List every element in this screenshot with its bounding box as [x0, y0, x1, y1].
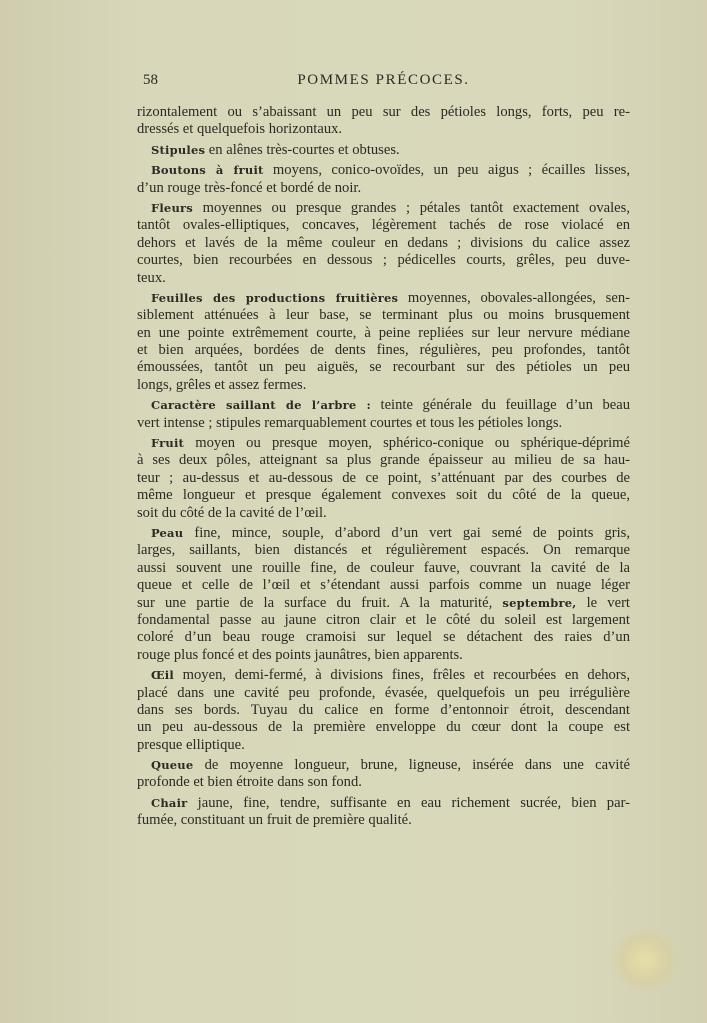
- text-line: [137, 377, 630, 394]
- text-line: [137, 397, 630, 414]
- paragraph-label: Boutons à fruit: [151, 163, 264, 178]
- text-line: [137, 142, 630, 159]
- text-line: [137, 217, 630, 234]
- line-text: de moyenne longueur, brune, ligneuse, insérée dans une cavité: [193, 757, 630, 774]
- line-text: tantôt ovales-elliptiques, concaves, légèrement tachés de rose violacé en: [137, 217, 630, 234]
- line-text: moyennes ou presque grandes ; pétales tantôt exactement ovales,: [192, 199, 630, 216]
- text-line: [137, 325, 630, 342]
- line-text: moyens, conico-ovoïdes, un peu aigus ; écailles lisses,: [263, 162, 631, 179]
- paragraph: [137, 162, 630, 197]
- text-line: [137, 667, 630, 684]
- text-line: [137, 812, 630, 829]
- line-text: vert intense ; stipules remarquablement courtes et tous les pétioles longs.: [137, 414, 563, 431]
- text-line: [137, 487, 630, 504]
- line-text: moyen, demi-fermé, à divisions fines, frêles et recourbées en dehors,: [173, 667, 630, 684]
- text-line: [137, 577, 630, 594]
- line-text: dehors et lavés de la même couleur en dedans ; divisions du calice assez: [137, 234, 630, 251]
- text-line: [137, 290, 630, 307]
- text-line: [137, 104, 630, 121]
- paragraph-label: Stipules: [151, 142, 206, 157]
- paragraph: [137, 525, 630, 664]
- paragraph-label: Œil: [151, 668, 174, 683]
- text-line: [137, 560, 630, 577]
- text-line: [137, 121, 630, 138]
- line-text: fondamental passe au jaune citron clair et le côté du soleil est largement: [137, 611, 630, 628]
- paragraph: [137, 667, 630, 754]
- line-text: moyennes, obovales-allongées, sen-: [398, 289, 630, 306]
- paper-stain: [610, 930, 680, 990]
- text-line: [137, 359, 630, 376]
- text-line: [137, 452, 630, 469]
- page-number: 58: [143, 72, 158, 88]
- paragraph-label: Chair: [151, 795, 188, 810]
- text-line: [137, 719, 630, 736]
- line-text: soit du côté de la cavité de l’œil.: [137, 504, 327, 521]
- text-line: [137, 252, 630, 269]
- line-text: fumée, constituant un fruit de première qualité.: [137, 812, 412, 829]
- line-text: coloré d’un beau rouge cramoisi sur lequel se détachent des raies d’un: [137, 629, 630, 646]
- line-text: larges, saillants, bien distancés et régulièrement espacés. On remarque: [137, 542, 630, 559]
- line-text: teur ; au-dessus et au-dessous de ce point, s’atténuant par des courbes de: [137, 469, 630, 486]
- paragraph: [137, 290, 630, 394]
- text-line: [137, 612, 630, 629]
- paragraph: [137, 104, 630, 139]
- line-text: teux.: [137, 269, 166, 286]
- text-line: [137, 685, 630, 702]
- page-header: [137, 72, 630, 94]
- text-line: [137, 435, 630, 452]
- line-text: profonde et bien étroite dans son fond.: [137, 774, 362, 791]
- line-text: aussi souvent une rouille fine, de couleur fauve, couvrant la cavité de la: [137, 559, 630, 576]
- text-line: [137, 795, 630, 812]
- text-line: [137, 270, 630, 287]
- paragraph: [137, 200, 630, 287]
- line-text: un peu au-dessous de la première enveloppe du cœur dont la coupe est: [137, 719, 630, 736]
- paragraph: [137, 397, 630, 432]
- paragraph-label: Fruit: [151, 436, 185, 451]
- text-line: [137, 542, 630, 559]
- text-line: [137, 415, 630, 432]
- line-text: d’un rouge très-foncé et bordé de noir.: [137, 179, 362, 196]
- text-line: [137, 470, 630, 487]
- line-text: même longueur et presque également convexes soit du côté de la queue,: [137, 487, 630, 504]
- paragraph-label: Feuilles des productions fruitières: [151, 290, 399, 305]
- line-text: queue et celle de l’œil et s’étendant aussi parfois comme un nuage léger: [137, 577, 630, 594]
- text-line: [137, 647, 630, 664]
- text-line: [137, 525, 630, 542]
- line-text: jaune, fine, tendre, suffisante en eau richement sucrée, bien par-: [187, 794, 630, 811]
- line-text: à ses deux pôles, atteignant sa plus grande épaisseur au milieu de sa hau-: [137, 452, 630, 469]
- text-line: [137, 162, 630, 179]
- paragraph: [137, 757, 630, 792]
- paragraph-label: Queue: [151, 758, 194, 773]
- running-title: POMMES PRÉCOCES.: [297, 72, 470, 88]
- line-text: presque elliptique.: [137, 736, 245, 753]
- text-line: [137, 702, 630, 719]
- page-body-text: [137, 104, 630, 833]
- line-text: placé dans une cavité peu profonde, évasée, quelquefois un peu irrégulière: [137, 684, 630, 701]
- paragraph: [137, 795, 630, 830]
- text-line: [137, 629, 630, 646]
- text-line: [137, 180, 630, 197]
- text-line: [137, 200, 630, 217]
- line-text: rouge plus foncé et des points jaunâtres, bien apparents.: [137, 646, 463, 663]
- text-line: [137, 595, 630, 612]
- text-line: [137, 757, 630, 774]
- line-text: dans ses bords. Tuyau du calice en forme d’entonnoir étroit, descendant: [137, 701, 630, 718]
- text-line: [137, 342, 630, 359]
- paragraph-label: Caractère saillant de l’arbre :: [151, 398, 371, 413]
- text-line: [137, 737, 630, 754]
- line-text: teinte générale du feuillage d’un beau: [370, 397, 630, 414]
- line-text: en alênes très-courtes et obtuses.: [205, 141, 400, 158]
- text-line: [137, 307, 630, 324]
- line-text: longs, grêles et assez fermes.: [137, 376, 307, 393]
- line-text: rizontalement ou s’abaissant un peu sur des pétioles longs, forts, peu re-: [137, 104, 630, 120]
- paragraph-label: Fleurs: [151, 200, 193, 215]
- line-text: moyen ou presque moyen, sphérico-conique ou sphérique-déprimé: [184, 435, 630, 452]
- text-line: [137, 774, 630, 791]
- paragraph: [137, 435, 630, 522]
- paragraph: [137, 142, 630, 159]
- line-text: fine, mince, souple, d’abord d’un vert gai semé de points gris,: [183, 524, 630, 541]
- line-text: émoussées, tantôt un peu aiguës, se recourbant sur des pétioles un peu: [137, 359, 630, 376]
- line-text: dressés et quelquefois horizontaux.: [137, 121, 343, 138]
- line-text: en une pointe extrêmement courte, à peine repliées sur leur nervure médiane: [137, 324, 630, 341]
- text-line: [137, 505, 630, 522]
- line-text: sur une partie de la surface du fruit. A la maturité, septembre, le vert: [137, 594, 630, 611]
- line-text: et bien arquées, bordées de dents fines, régulières, peu profondes, tantôt: [137, 342, 630, 359]
- emphasis: septembre,: [502, 595, 577, 610]
- text-line: [137, 235, 630, 252]
- paragraph-label: Peau: [151, 525, 184, 540]
- line-text: siblement atténuées à leur base, se terminant plus ou moins brusquement: [137, 307, 630, 324]
- line-text: courtes, bien recourbées en dessous ; pédicelles courts, grêles, peu duve-: [137, 252, 630, 269]
